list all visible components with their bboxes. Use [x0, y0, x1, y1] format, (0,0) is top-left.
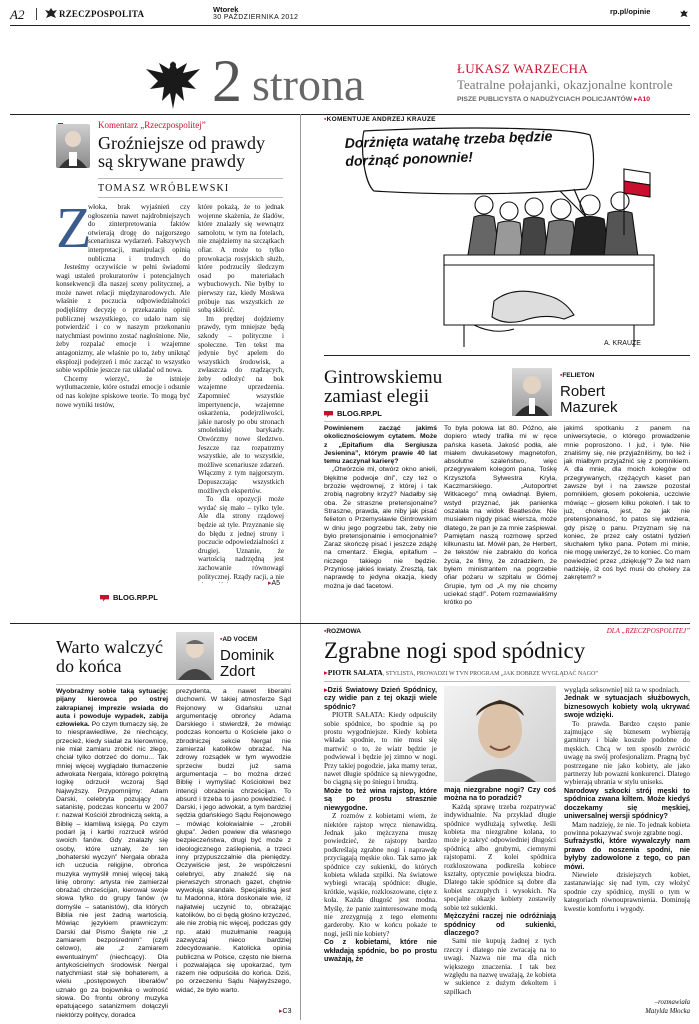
felieton-title[interactable]: Gintrowskiemu zamiast elegii: [324, 367, 443, 407]
komentarz-blog-text: BLOG.RP.PL: [113, 593, 158, 602]
rozmowa-q1: [324, 686, 437, 711]
felieton-kicker: [560, 372, 594, 379]
square-icon: ▪: [324, 628, 327, 635]
advocem-author-photo: [176, 632, 214, 680]
arrow-icon: ▸: [324, 686, 328, 694]
rozmowa-byline: [324, 668, 690, 677]
rozmowa-col3: [564, 686, 690, 996]
felieton-author-photo: [512, 368, 552, 416]
advocem-col1: [56, 688, 168, 1018]
advocem-ref: [279, 1007, 291, 1015]
cartoon-label: [324, 116, 436, 123]
arrow-icon: ▸: [279, 1008, 283, 1015]
komentarz-col1b-text: Jesteśmy oczywiście w pełni świadomi wagi ustaleń prokuratorów i potencjalnych konsekwencji dla naszej sceny politycznej, a może nawet relacji międzynarodowych. Ale właśnie z poczucia odpowiedzialności podjęliśmy decyzję o przekazaniu opinii publicznej wszystkiego, co udało nam się potwierdzić i co w naszym przekonaniu natychmiast powinno zostać nagłośnione. Nie, żeby rozpalać emocje i wzajemne antagonizmy, ale właśnie po to, żeby uniknąć eksplozji podejrzeń i móc zacząć to wszystko sobie wspólnie jeszcze raz układać od nowa.: [56, 263, 190, 375]
rozmowa-a5b: wygląda seksownie] niż ta w spodniach.: [564, 686, 680, 694]
section-number: 2: [212, 48, 242, 114]
eagle-icon: [44, 7, 58, 20]
rozmowa-q2: Może to też wina rajstop, które są po prostu strasznie niewygodne.: [324, 785, 437, 812]
rozmowa-a2: Z rozmów z kobietami wiem, że niektóre rajstop wręcz nienawidzą. Jednak jako mężczyzna muszę powiedzieć, że rajstopy bardzo podkreślają zgrabne nogi i naprawdę przyciągają męskie oko. Tak samo jak spódnice czy sukienki, do których kobieta wkłada szpilki. Na światowe wybiegi wracają spódnice: długie, krótkie, wąskie, rozkloszowane, cięte z koła. Każda długość jest modna. Myślę, że panie zainteresowane modą nie zrezygnują z tego elementu garderoby. Kto w końcu pokaże te nogi, jeśli nie kobiety?: [324, 812, 437, 938]
rozmowa-q3: Co z kobietami, które nie wkładają spódnic, bo po prostu uważają, że: [324, 937, 437, 963]
felieton-blog-link[interactable]: [324, 409, 382, 418]
rozmowa-signature: [564, 998, 690, 1016]
arrow-icon: ▸: [268, 580, 272, 587]
komentarz-ref: [268, 579, 280, 587]
felieton-col2: [444, 425, 557, 619]
author-photo: [56, 124, 90, 168]
teaser-sub-text: PISZE PUBLICYSTA O NADUŻYCIACH POLICJANTÓW: [457, 96, 633, 103]
felieton-author-first[interactable]: Robert: [560, 383, 606, 400]
masthead: RZECZPOSPOLITA: [59, 9, 145, 19]
rozmowa-q6: Jednak w sytuacjach służbowych, biznesowych kobiety wolą ukrywać swoje wdzięki.: [564, 693, 690, 720]
arrow-icon: ▸: [634, 96, 638, 103]
advocem-lead: Wyobraźmy sobie taką sytuację: pijany kierowca po ostrej zakrapianej imprezie wsiada do auta i powoduje wypadek, zabija człowieka.: [56, 688, 168, 729]
felieton-lead: Powinienem zacząć jakimś okolicznościowym cytatem. Może z „Epitafium dla Sergiusza Jesienina”, którym prawie 40 lat temu zaczynał karierę?: [324, 425, 437, 466]
rozmowa-byline-name: PIOTR SAŁATA: [327, 668, 383, 677]
advocem-kicker-text: AD VOCEM: [222, 636, 258, 643]
advocem-ref-text[interactable]: C3: [282, 1008, 292, 1015]
advocem-title[interactable]: Warto walczyć do końca: [56, 637, 163, 676]
felieton-col2-text: To była połowa lat 80. Późno, ale dopiero wtedy trafiła mi w ręce pańska kaseta. Jakość podła, ale miałem dwukasetowy magnetofon, absolutne szaleństwo, więc przegrywałem kolegom pana, Tośkę Krzysztofa Sylwestra Kryla, Kaczmarskiego. „Autoportret Witkacego” mną owładnął. Byłem, wstyd przyznać, jak panienka oszalała na widok Beatlesów. Nie musiałem nigdy pisać wiersza, może dlatego, że pan je za mnie zaśpiewał. Pamiętam naszą rozmowę sprzed kilkunastu lat. Mówił pan, że Herbert, że tekstów nie zabrakło do końca życia, że filmy, że zdradziłem, że byłem ministrantem na pogrzebie ofiar pożaru w szpitalu w Górnej Grupie, tym od „A my nie chcemy uciekać stąd!”. Potem rozmawialiśmy krótko po: [444, 425, 557, 607]
rozmowa-q5: Mężczyźni raczej nie odróżniają spódnicy od sukienki, dlaczego?: [444, 911, 556, 937]
teaser-subline: [457, 95, 650, 103]
eagle-emblem-icon: [142, 55, 204, 113]
komentarz-col1-text: włoka, brak wyjaśnień czy ogłoszenia nawet najdrobniejszych do zinterpretowania faktów otwierają drogę do najgorszego scenariusza wydarzeń. Fałszywych interpretacji, manipulacji opinią publiczną i trudnych do: [88, 203, 190, 261]
teaser-author[interactable]: ŁUKASZ WARZECHA: [457, 61, 589, 76]
felieton-blog-text: BLOG.RP.PL: [337, 409, 382, 418]
rozmowa-a5: Sami nie kupują żadnej z tych rzeczy i dlatego nie zwracają na to uwagi. Nazwa nie ma dla nich większego znaczenia. I tak bez względu na nazwę uważają, że kobieta w sukience z dużym dekoltem i szpilkach: [444, 937, 556, 996]
cartoon-signature: A. KRAUZE: [604, 340, 641, 347]
cartoon-caption: Dorżnięta watahę trzeba będzie dorżnąć ponownie!: [344, 127, 553, 170]
rozmowa-a8: Niewiele dzisiejszych kobiet, zastanawiając się nad tym, czy włożyć spodnie czy spódnicę, myśli o tym w kategoriach równouprawnienia. Dominują kwestie komfortu i wygody.: [564, 870, 690, 913]
felieton-col3: [564, 425, 690, 619]
komentarz-author[interactable]: TOMASZ WRÓBLEWSKI: [98, 183, 230, 194]
teaser-ref[interactable]: A10: [637, 96, 650, 103]
blog-icon: [100, 595, 109, 602]
komentarz-col1-rest: [56, 263, 190, 585]
issue-date: 30 PAŹDZIERNIKA 2012: [213, 14, 299, 21]
felieton-col1-text: „Otwórzcie mi, otwórz okno anieli, błękitne podwoje dni”, czy też o brzozie wędrownej, z której i tak zrobią nagrobny krzyż? Nadałby się oba. Że straszne pretensjonalne? Straszne, prawda, ale niby jak pisać felieton o Przemysławie Gintrowskim w dniu jego pogrzebu tak, żeby nie było pretensjonalnie i emocjonalnie? Zaraz skończę pisać i jeszcze zdążę na cmentarz. Elegia, epitafium – niczego takiego nie będzie. Przyniosę jakieś kwiaty. Zresztą, tak naprawdę to jedyna okazja, kiedy można je dać facetowi.: [324, 466, 437, 590]
komentarz-col2c-text: To dla opozycji może wydać się mało – tylko tyle. Ale dla strony rządowej będzie aż tyle. Przyznanie się do błędu z jednej strony i poczucie odpowiedzialności z drugiej. Uznanie, że wartością nadrzędną jest zachowanie równowagi politycznej. Rządy racji, a nie: [198, 495, 284, 581]
issue-day: Wtorek: [213, 5, 239, 14]
rozmowa-col1: [324, 686, 437, 1018]
komentarz-col1-top: [88, 203, 190, 261]
komentarz-title[interactable]: Groźniejsze od prawdy są skrywane prawdy: [98, 133, 265, 171]
arrow-icon: ▸: [324, 668, 328, 677]
advocem-col2: [176, 688, 291, 1010]
cartoon-label-text: KOMENTUJE ANDRZEJ KRAUZE: [326, 116, 436, 123]
rozmowa-kicker-right: DLA „RZECZPOSPOLITEJ”: [606, 627, 690, 635]
komentarz-col2: [198, 203, 284, 583]
komentarz-blog-link[interactable]: [100, 593, 158, 602]
rozmowa-col2: [444, 786, 556, 1018]
page-number: A2: [10, 7, 25, 22]
square-icon: ▪: [560, 372, 563, 379]
rozmowa-title[interactable]: Zgrabne nogi spod spódnicy: [324, 638, 586, 663]
square-icon: ▪: [324, 116, 327, 123]
komentarz-col2-text: które pokażą, że to jednak wojenne skażenia, że śladów, które znalazły się wewnątrz samolotu, w tym na fotelach, nie znajdziemy na szczątkach ofiar. A może to tylko prowokacja rosyjskich służb, które podrzuciły śledczym osad po materiałach wybuchowych. Nie byłby to pierwszy raz, kiedy Moskwa próbuje nas wszystkich ze sobą skłócić.: [198, 203, 284, 315]
rozmowa-byline-desc: , STYLISTA, PROWADZI W TVN PROGRAM „JAK DOBRZE WYGLĄDAĆ NAGO”: [382, 671, 598, 677]
rozmowa-q4: mają niezgrabne nogi? Czy coś można na to poradzić?: [444, 786, 556, 803]
rozmowa-a6: To prawda. Bardzo często panie zajmujące się biznesem wybierają garnitury i białe koszule podobne do męskich. Chcą w ten sposób zwrócić uwagę na swój profesjonalizm. Pragną być postrzegane nie jako kobiety, ale jako partnerzy lub powazni konkurenci. Dlatego wybierają ubrania w stylu uniseks.: [564, 719, 690, 787]
rozmowa-a7: Mam nadzieję, że nie. To jednak kobieta powinna pokazywać swoje zgrabne nogi.: [564, 820, 690, 837]
rozmowa-a1: PIOTR SAŁATA: Kiedy odpuściły sobie spódnice, bo spodnie są po prostu wygodniejsze. Kiedy kobieta wkłada spodnie, to nie musi się martwić o to, że wiatr będzie je podwiewał i będzie jej zimno w nogi. Przy takiej pogodzie, jaka mamy teraz, nawet długie spódnice są niewygodne, bo ciągną się po śniegu i brudzą.: [324, 711, 437, 787]
advocem-col2-text: prezydenta, a nawet liberalni duchowni. W takiej atmosferze Sąd Rejonowy w Gdańsku uznał argumentację obrońcy Adama Darskiego i stwierdził, że mówiąc podczas koncertu o Kościele jako o zbrodniczej sekcie Nergal nie zamierzał katolików obrażać. Na zdrowy rozsądek w tym wywodzie sprzeciw budzi już sama argumentacja – bo można drzeć Biblię i wymyślać Kościołowi bez intencji obrażenia chrześcijan. To absurd i trzeba to jasno powiedzieć. I Darski, i jego adwokat, a tym bardziej sędzia gdańskiego Sądu Rejonowego – mówiąc kolokwialnie – „zrobili głupa”. Jeden powiew dla własnego bezpieczeństwa, drugi być może z ideologicznego zaślepienia, a trzeci inny przypuszczalnie dla pieniędzy. Oczywiście jest, że współczesni celebryci, aby znaleźć się na pierwszych stronach gazet, chętnie wywołują skandale. Specjalistką jest tu Madonna, która doskonale wie, iż najłatwiej uczynić to, obrażając katolików, bo ci będą głośno krzyczeć, ale nie zrobią nic więcej, podczas gdy np. ataki muzułmanie reagują zazwyczaj nieco bardziej zdecydowanie. Katolicka opinia publiczna w Polsce, często nie bierna i pozwalająca się upokarzać, tym razem nie odpuściła do końca. Dziś, po orzeczeniu Sądu Najwyższego, widać, że było warto.: [176, 688, 291, 994]
rozmowa-sig1: –rozmawiała: [654, 999, 690, 1006]
dropcap: Z: [56, 195, 92, 260]
eagle-small-icon: [679, 6, 689, 16]
felieton-col3-text: jakimś spotkaniu z panem na uniwersytecie, o którego prowadzenie mnie poproszono. I już, i tyle. Nie znaliśmy się, nie przyjaźniliśmy, bo też i jak miałbym przyjaźnić się z pomnikiem. A dla mnie, dla moich kolegów od przegrywanych, rzężących kaset pan zawsze był i na zawsze pozostał pomnikiem, głosem pokolenia, uczciwie mówiąc – głosem kilku pokoleń. I tak to już, cholera, jest, że jak nie pretensjonalność, to patos się wdziera, gdy piszę o panu. Przyznam się na koniec, że przez cały ostatni tydzień słuchałem tylko pana. Potem mi minie, nie mogę uwierzyć, że to koniec. Co mam powiedzieć przez „dziękuję”? Że też nam nadzieję, iż coś być musi do cholery za zakrętem? »: [564, 425, 690, 582]
felieton-author-last[interactable]: Mazurek: [560, 399, 618, 416]
komentarz-ref-text[interactable]: A5: [271, 580, 281, 587]
rozmowa-a4: Każdą sprawę trzeba rozpatrywać indywidualnie. Na przykład długie spódnice wydłużają sylwetkę. Jeśli kobieta ma niezgrabne kolana, to może je zakryć odpowiedniej długości spódnicą albo grubymi, ciemnymi rajstopami. Z kolei spódnica rozkloszowana podkreśla kobiece kształty, optycznie powiększa biodra. Dlatego takie spódnice są dobre dla kobiet szczupłych i wysokich. Na specjalne okazje kobiety zostawiły sobie też sukienki.: [444, 802, 556, 912]
opinion-url[interactable]: rp.pl/opinie: [610, 7, 651, 16]
felieton-col1: [324, 425, 437, 619]
advocem-kicker: [220, 636, 257, 643]
advocem-col1-text: Po czym tłumaczy się, że to niesprawiedliwe, że niechcący, przecież, kiedy siadał za kierownicę, nie miał zamiaru zrobić nic złego, chciał tylko dotrzeć do domu... Tak mniej więcej wyglądało tłumaczenie adwokata Nergala, którego pokrętną logikę odrzucił wczoraj Sąd Najwyższy. Przypomnijmy: Adam Darski, celebryta pozujący na satanistę, podczas koncertu w 2007 r. nazwał Kościół zbrodniczą sektą, a Biblię – kłamliwą księgą. Po czym podarł ją i kartki rozrzucił wśród swoich fanów. Gdy znalazły się osoby, które uznały, że ten „bohaterski wyczyn” Nergala obraża ich uczucia religijne, obrońca muzyka wymyślił mniej więcej taką linię obrony: artysta nie zamierzał obrażać chrześcijan, kierował swoje słowa tylko do grupy fanów (w domyśle – satanistów), dla których Biblia nie jest żadną wartością. Mówiąc językiem prawniczym: Darski dał Pismo Święte nie „z zamiarem bezpośrednim” (czyli celowo), ale „z zamiarem ewentualnym” (niechcący). Dla antykościelnych środowisk Nergal natychmiast stał się bohaterem, a wielu „postępowych liberałów” uznało go za bojownika o wolność słowa. Do frontu obrony muzyka epatującego satanizmem dołączyli niektórzy politycy, doradca: [56, 721, 168, 1018]
advocem-author-last[interactable]: Zdort: [220, 663, 256, 680]
komentarz-kicker: Komentarz „Rzeczpospolitej”: [98, 120, 206, 130]
blog-icon: [324, 411, 333, 418]
felieton-kicker-text: FELIETON: [562, 372, 595, 379]
rozmowa-kicker: [324, 628, 361, 635]
teaser-headline[interactable]: Teatralne połajanki, okazjonalne kontrole: [457, 77, 673, 92]
advocem-author-first[interactable]: Dominik: [220, 647, 275, 664]
rozmowa-q8: Sufrażystki, które wywalczyły nam prawo do noszenia spodni, nie byłyby zadowolone z tego, co pan mówi.: [564, 836, 690, 871]
rozmowa-sig2: Matylda Młocka: [645, 1008, 690, 1015]
interviewee-photo: [444, 686, 556, 782]
komentarz-col1c-text: Chcemy wierzyć, że istnieje wytłumaczenie, które ostudzi emocje i odsunie od nas kolejne spiskowe teorie. To mogą być nowe wyniki testów,: [56, 374, 190, 409]
komentarz-col2b-text: Im prędzej dojdziemy prawdy, tym mniejsze będą szkody – polityczne i społeczne. Ten tekst ma jedynie być apelem do wszystkich środowisk, a zwłaszcza do rządzących, żeby odłożyć na bok wzajemne uprzedzenia. Zapomnieć wszystkie impertynencje, wzajemne oskarżenia, podejrzliwości, jakie narosły po obu stronach smoleńskiej barykady. Otwórzmy nowe śledztwo. Jeszcze raz rozpatrzmy wszystkie, ale to wszystkie, możliwe scenariusze zdarzeń. Włączmy z tym najgorszym. Dopuszczając wszystkich możliwych ekspertów.: [198, 314, 284, 495]
section-word: strona: [252, 59, 365, 110]
rozmowa-q1-text: Dziś Światowy Dzień Spódnicy, czy widie pan z tej okazji wiele spódnic?: [324, 686, 437, 711]
square-icon: ▪: [220, 636, 223, 643]
rozmowa-kicker-text: ROZMOWA: [326, 628, 361, 635]
rozmowa-q7: Narodowy szkocki strój męski to spódnica zwana kiltem. Może kiedyś doczekamy się męskiej, uniwersalnej wersji spódnicy?: [564, 785, 690, 821]
